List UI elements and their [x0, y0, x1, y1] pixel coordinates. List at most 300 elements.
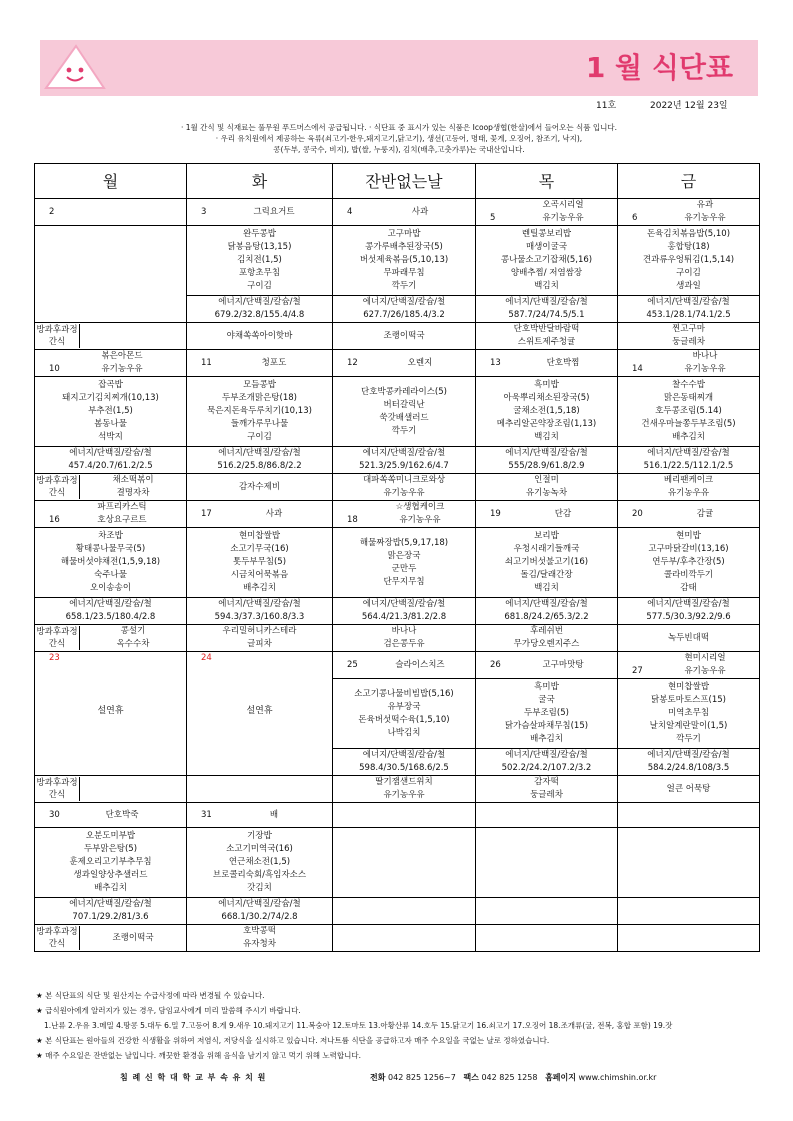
afternoon-snack-cell — [35, 474, 187, 501]
snack-item: 검은콩두유 — [383, 639, 425, 649]
issue-date: 2022년 12월 23일 — [650, 101, 728, 111]
afternoon-snack-cell — [35, 776, 187, 803]
snack-item: 둥글레차 — [672, 337, 705, 347]
nutrition-cell — [618, 447, 760, 474]
afternoon-snack-cell — [476, 323, 618, 350]
dish: 소고기무국(16) — [230, 544, 289, 554]
nutrition-cell — [333, 598, 476, 625]
dish: 보리밥 — [534, 531, 559, 541]
meal-cell — [333, 528, 476, 598]
snack-item: 스위트제주청귤 — [517, 337, 576, 347]
nutrition-label: 에너지/단백질/칼슘/철 — [218, 899, 301, 909]
dish: 버섯제육볶음(5,10,13) — [359, 255, 449, 265]
title-text: 월 식단표 — [615, 51, 733, 84]
snack-label-line: 방과후과정 — [36, 778, 78, 788]
morning-snack: 사과 — [411, 206, 429, 217]
dish: 아욱뿌리채소된장국(5) — [503, 393, 590, 403]
meal-cell — [333, 679, 476, 749]
holiday-label: 설연휴 — [246, 706, 273, 716]
nutrition-cell — [187, 598, 333, 625]
nutrition-label: 에너지/단백질/칼슘/철 — [218, 448, 301, 458]
afternoon-snack-cell — [333, 625, 476, 652]
nutrition-value: 457.4/20.7/61.2/2.5 — [68, 461, 153, 471]
dish: 연근채소전(1,5) — [228, 857, 291, 867]
day-number: 30 — [49, 809, 60, 820]
afternoon-snack-row — [35, 925, 760, 952]
dish: 단무지무침 — [383, 576, 425, 587]
menu-body — [35, 199, 760, 952]
nutrition-value: 658.1/23.5/180.4/2.8 — [65, 612, 156, 622]
meal-cell — [35, 377, 187, 447]
afternoon-snack-cell — [333, 474, 476, 501]
day-number: 20 — [632, 508, 643, 519]
snack-item: 유기농우유 — [667, 488, 710, 498]
footer-line: ★ 급식원아에게 알러지가 있는 경우, 담임교사에게 미리 말씀해 주시기 바랍니다. — [36, 1006, 301, 1015]
footer-line: 1.난류 2.우유 3.메밀 4.땅콩 5.대두 6.밀 7.고등어 8.게 9.새우 10.돼지고기 11.복숭아 12.토마토 13.아황산류 14.호두 15.닭고기 16.쇠고기 17.오징어 18.조개류(굴, 전복, 홍합 포함) 19.잣 — [44, 1021, 673, 1030]
morning-snack: 고구마맛탕 — [542, 659, 584, 670]
nutrition-value: 668.1/30.2/74/2.8 — [221, 912, 298, 922]
afternoon-snack-cell — [476, 925, 618, 952]
nutrition-label: 에너지/단백질/칼슘/철 — [647, 297, 730, 307]
dish: 배추김치 — [243, 583, 276, 593]
snack-item: 바나나 — [391, 626, 417, 636]
footer-line: ★ 매주 수요일은 잔반없는 날입니다. 깨끗한 환경을 위해 음식을 남기지 않고 먹기 위해 노력합니다. — [36, 1051, 362, 1060]
date-cell — [35, 501, 187, 528]
afternoon-snack-cell — [35, 323, 187, 350]
nutrition-label: 에너지/단백질/칼슘/철 — [647, 599, 730, 609]
dish: 배추김치 — [672, 432, 705, 442]
menu-table — [34, 163, 760, 952]
dish: 포항초무침 — [238, 268, 281, 278]
morning-snack: 배 — [269, 809, 279, 820]
dish: 흑미밥 — [534, 380, 559, 390]
dish: 오이송송이 — [89, 583, 132, 593]
snack-cell-wrap — [35, 926, 186, 950]
date-cell — [618, 199, 760, 226]
dish: 닭봉토마토스프(15) — [651, 695, 726, 705]
dish: 콩가루배추된장국(5) — [365, 242, 443, 252]
snack-items — [80, 932, 186, 945]
dish: 잡곡밥 — [98, 380, 123, 390]
dish: 무파래무침 — [383, 268, 425, 278]
morning-snack: 슬라이스치즈 — [395, 659, 445, 670]
nutrition-cell — [333, 296, 476, 323]
date-cell — [333, 350, 476, 377]
dish: 기장밥 — [247, 831, 272, 841]
dish: 깍두기 — [676, 734, 701, 744]
dish: 맑은동태찌개 — [663, 393, 714, 403]
snack-item: 감자수제비 — [238, 481, 281, 492]
snack-label-line: 간식 — [48, 488, 66, 498]
morning-snack: 파프리카스틱 호상요구르트 — [97, 502, 147, 525]
date-cell — [187, 350, 333, 377]
dish: 들깨가루무나물 — [230, 419, 289, 429]
date-row — [35, 652, 760, 679]
dish: 배추김치 — [530, 734, 563, 744]
date-row — [35, 803, 760, 828]
nutrition-label: 에너지/단백질/칼슘/철 — [69, 899, 152, 909]
afternoon-snack-cell — [333, 776, 476, 803]
notice-line: · 우리 유치원에서 제공하는 육류(쇠고기-한우,돼지고기,닭고기), 생선(고등어, 명태, 꽃게, 오징어, 참조기, 낙지), — [215, 134, 583, 143]
morning-snack: 단호박찜 — [546, 357, 580, 368]
afternoon-snack-cell — [187, 625, 333, 652]
meal-cell — [187, 528, 333, 598]
snack-cell-wrap — [35, 474, 186, 500]
dish: 콩나물소고기잡채(5,16) — [500, 255, 593, 265]
month-number: 1 — [585, 51, 606, 84]
dish: 연두부/후추간장(5) — [652, 557, 725, 567]
meal-cell — [333, 226, 476, 296]
nutrition-value: 594.3/37.3/160.8/3.3 — [214, 612, 305, 622]
day-number: 26 — [490, 659, 501, 670]
snack-item: 베리팬케이크 — [663, 475, 714, 485]
dish: 메추리알곤약장조림(1,13) — [496, 419, 597, 429]
dish: 해물버섯야채전(1,5,9,18) — [60, 557, 161, 567]
dish: 흑미밥 — [534, 682, 559, 692]
snack-cell-wrap — [35, 625, 186, 651]
afternoon-snack-cell — [333, 925, 476, 952]
snack-item: 딸기잼샌드위치 — [375, 777, 433, 787]
snack-label — [35, 777, 80, 801]
afternoon-snack-cell — [35, 925, 187, 952]
nutrition-value: 627.7/26/185.4/3.2 — [363, 310, 445, 320]
dish: 완두콩밥 — [243, 229, 276, 239]
dish: 버터갈릭난 — [383, 399, 425, 410]
dish: 시금치어묵볶음 — [230, 570, 289, 580]
dish: 소고기미역국(16) — [226, 844, 293, 854]
fax-value: 042 825 1258 — [481, 1073, 538, 1082]
afternoon-snack-cell — [187, 925, 333, 952]
nutrition-cell — [35, 447, 187, 474]
meal-cell — [35, 226, 187, 323]
day-header: 금 — [618, 164, 760, 199]
nutrition-cell — [618, 898, 760, 925]
afternoon-snack-cell — [618, 323, 760, 350]
nutrition-value: 679.2/32.8/155.4/4.8 — [214, 310, 305, 320]
dish: 구이김 — [676, 268, 701, 278]
holiday-label: 설연휴 — [97, 706, 124, 716]
snack-item: 둥글레차 — [530, 790, 563, 800]
snack-label-line: 방과후과정 — [36, 476, 78, 486]
afternoon-snack-cell — [618, 474, 760, 501]
snack-item: 감자떡 — [534, 777, 559, 787]
dish: 매생이굴국 — [525, 242, 568, 252]
nutrition-value: 516.2/25.8/86.8/2.2 — [217, 461, 302, 471]
dish: 돌김/달래간장 — [520, 570, 573, 580]
dish: 두부조개맑은탕(18) — [222, 393, 297, 403]
dish: 돼지고기김치찌개(10,13) — [62, 393, 159, 403]
nutrition-value: 516.1/22.5/112.1/2.5 — [643, 461, 734, 471]
snack-item: 결명자차 — [116, 488, 150, 498]
afternoon-snack-cell — [618, 625, 760, 652]
day-number: 23 — [49, 653, 60, 663]
nutrition-cell — [187, 898, 333, 925]
nutrition-row — [35, 598, 760, 625]
day-header: 잔반없는날 — [333, 164, 476, 199]
snack-label-line: 방과후과정 — [36, 627, 78, 637]
snack-cell-wrap — [35, 777, 186, 801]
meal-row — [35, 528, 760, 598]
snack-item: 조랭이떡국 — [112, 932, 154, 943]
nutrition-label: 에너지/단백질/칼슘/철 — [362, 448, 446, 458]
snack-cell-wrap — [35, 324, 186, 348]
nutrition-cell — [476, 898, 618, 925]
afternoon-snack-cell — [187, 776, 333, 803]
dish: 석박지 — [98, 432, 123, 442]
day-number: 2 — [49, 206, 55, 217]
snack-item: 호박콩떡 — [243, 926, 276, 936]
contact-info — [370, 1072, 656, 1083]
snack-label-line: 방과후과정 — [36, 927, 78, 937]
snack-label — [35, 475, 80, 499]
dish: 날치알계란말이(1,5) — [649, 721, 728, 731]
dish: 굴채소전(1,5,18) — [513, 406, 580, 416]
snack-label-line: 간식 — [48, 939, 66, 949]
nutrition-label: 에너지/단백질/칼슘/철 — [647, 750, 730, 760]
dish: 백김치 — [534, 432, 559, 442]
date-cell — [476, 199, 618, 226]
morning-snack: 오렌지 — [407, 357, 433, 368]
nutrition-cell — [35, 598, 187, 625]
snack-items — [80, 474, 186, 500]
day-number: 5 — [490, 213, 496, 223]
snack-label-line: 간식 — [48, 790, 66, 800]
nutrition-cell — [618, 749, 760, 776]
afternoon-snack-cell — [476, 474, 618, 501]
day-number: 19 — [490, 508, 501, 519]
date-row — [35, 501, 760, 528]
nutrition-label: 에너지/단백질/칼슘/철 — [218, 297, 301, 307]
dish: 갓김치 — [247, 883, 272, 893]
afternoon-snack-row — [35, 323, 760, 350]
dish: 두부조림(5) — [524, 708, 569, 718]
nutrition-row — [35, 898, 760, 925]
day-number: 18 — [347, 515, 358, 525]
homepage-label: 홈페이지 — [545, 1073, 576, 1082]
nutrition-value: 555/28.9/61.8/2.9 — [508, 461, 585, 471]
snack-item: 글피차 — [247, 639, 272, 649]
morning-snack: 오곡시리얼 유기농우유 — [542, 200, 584, 223]
footer-notes — [36, 988, 766, 1063]
nutrition-value: 577.5/30.3/92.2/9.6 — [646, 612, 731, 622]
dish: 해물짜장밥(5,9,17,18) — [359, 537, 449, 548]
dish: 톳두부무침(5) — [232, 557, 287, 567]
dish: 군만두 — [391, 563, 417, 574]
morning-snack: 현미시리얼 유기농우유 — [684, 653, 726, 676]
day-number: 27 — [632, 666, 643, 676]
nutrition-cell — [187, 296, 333, 323]
school-name: 침 례 신 학 대 학 교 부 속 유 치 원 — [120, 1073, 267, 1082]
dish: 감태 — [680, 583, 697, 593]
dish: 홍합탕(18) — [667, 242, 710, 252]
nutrition-cell — [618, 598, 760, 625]
morning-snack: 유과 유기농우유 — [684, 200, 726, 223]
day-number: 3 — [201, 206, 207, 217]
date-cell — [476, 501, 618, 528]
snack-item: 옥수수차 — [116, 639, 150, 649]
meal-cell — [35, 528, 187, 598]
morning-snack: 단호박죽 — [105, 809, 139, 820]
meal-cell — [187, 226, 333, 296]
date-cell — [35, 199, 187, 226]
date-cell — [618, 501, 760, 528]
dish: 쑥갓배샐러드 — [379, 412, 429, 423]
date-cell — [187, 501, 333, 528]
dish: 양배추찜/ 저염쌈장 — [510, 268, 583, 278]
afternoon-snack-cell — [618, 776, 760, 803]
dish: 찰수수밥 — [672, 380, 705, 390]
snack-item: 유기농녹차 — [525, 488, 568, 498]
dish: 단호박콩카레라이스(5) — [361, 386, 447, 397]
footer-line: ★ 본 식단표는 원아들의 건강한 식생활을 위하여 저염식, 저당식을 실시하고 있습니다. 저나트륨 식단을 공급하고자 매주 수요일을 국없는 날로 정하였습니다. — [36, 1036, 550, 1045]
nutrition-cell — [618, 296, 760, 323]
dish: 백김치 — [534, 583, 559, 593]
snack-item: 유자청차 — [243, 939, 276, 949]
nutrition-label: 에너지/단백질/칼슘/철 — [362, 750, 446, 760]
afternoon-snack-cell — [476, 776, 618, 803]
morning-snack: 사과 — [265, 508, 283, 519]
meal-cell — [35, 828, 187, 898]
snack-label-line: 간식 — [48, 639, 66, 649]
nutrition-label: 에너지/단백질/칼슘/철 — [505, 448, 588, 458]
afternoon-snack-row — [35, 776, 760, 803]
meal-cell — [476, 226, 618, 296]
nutrition-label: 에너지/단백질/칼슘/철 — [218, 599, 301, 609]
nutrition-cell — [333, 898, 476, 925]
day-number: 24 — [201, 653, 212, 663]
meal-cell — [476, 828, 618, 898]
nutrition-label: 에너지/단백질/칼슘/철 — [362, 297, 446, 307]
snack-item: 유기농우유 — [383, 790, 425, 800]
nutrition-value: 584.2/24.8/108/3.5 — [647, 763, 730, 773]
date-cell — [35, 803, 187, 828]
day-number: 10 — [49, 364, 60, 374]
nutrition-label: 에너지/단백질/칼슘/철 — [69, 448, 152, 458]
date-cell — [187, 652, 333, 776]
date-cell — [618, 803, 760, 828]
nutrition-cell — [476, 447, 618, 474]
homepage-link[interactable]: www.chimshin.or.kr — [578, 1073, 657, 1082]
snack-item: 우리밀허니카스테라 — [222, 626, 297, 636]
nutrition-value: 564.4/21.3/81.2/2.8 — [361, 612, 447, 622]
dish: 닭가슴살파채무침(15) — [504, 721, 589, 731]
nutrition-cell — [187, 447, 333, 474]
afternoon-snack-row — [35, 625, 760, 652]
snack-item: 후레쉬번 — [530, 626, 563, 636]
day-number: 16 — [49, 515, 60, 525]
nutrition-cell — [333, 749, 476, 776]
issue-number: 11호 — [596, 101, 617, 111]
date-cell — [618, 350, 760, 377]
meal-cell — [476, 528, 618, 598]
dish: 렌틸콩보리밥 — [521, 229, 572, 239]
date-row — [35, 199, 760, 226]
nutrition-cell — [476, 749, 618, 776]
dish: 묵은지돈육두루치기(10,13) — [207, 406, 312, 416]
day-header-row — [35, 164, 760, 199]
dish: 콜라비깍두기 — [663, 570, 714, 580]
nutrition-cell — [333, 447, 476, 474]
nutrition-value: 521.3/25.9/162.6/4.7 — [359, 461, 449, 471]
tel-label: 전화 — [370, 1073, 386, 1082]
snack-item: 대파쏙쏙미니크로와상 — [362, 475, 446, 485]
morning-snack: 청포도 — [261, 357, 287, 368]
dish: 부추전(1,5) — [88, 406, 133, 416]
snack-label — [35, 626, 80, 650]
afternoon-snack-cell — [476, 625, 618, 652]
snack-item: 찐고구마 — [672, 324, 705, 334]
dish: 현미밥 — [676, 531, 701, 541]
morning-snack: 바나나 유기농우유 — [684, 351, 726, 374]
nutrition-value: 707.1/29.2/81/3.6 — [72, 912, 149, 922]
nutrition-value: 453.1/28.1/74.1/2.5 — [646, 310, 731, 320]
notice-line: 콩(두부, 콩국수, 비지), 밥(쌀, 누룽지), 김치(배추,고춧가루)는 국내산입니다. — [273, 145, 525, 154]
notice — [40, 122, 758, 155]
dish: 깍두기 — [391, 281, 417, 291]
afternoon-snack-cell — [35, 625, 187, 652]
snack-item: 무가당오렌지주스 — [513, 639, 580, 649]
day-number: 13 — [490, 357, 501, 368]
date-cell — [35, 350, 187, 377]
nutrition-label: 에너지/단백질/칼슘/철 — [362, 599, 446, 609]
meal-cell — [187, 828, 333, 898]
afternoon-snack-cell — [618, 925, 760, 952]
snack-items — [80, 625, 186, 651]
nutrition-label: 에너지/단백질/칼슘/철 — [69, 599, 152, 609]
dish: 백김치 — [534, 281, 559, 291]
day-number: 4 — [347, 206, 353, 217]
dish: 모듬콩밥 — [243, 380, 276, 390]
dish: 견과류우엉튀김(1,5,14) — [642, 255, 735, 265]
snack-label-line: 방과후과정 — [36, 325, 78, 335]
dish: 고구마밥 — [387, 229, 421, 239]
snack-label — [35, 324, 80, 348]
day-number: 6 — [632, 213, 638, 223]
page-title — [586, 46, 733, 86]
snack-item: 얼큰 어묵탕 — [666, 783, 711, 794]
date-cell — [476, 652, 618, 679]
day-header: 화 — [187, 164, 333, 199]
date-cell — [35, 652, 187, 776]
snack-item: 유기농우유 — [383, 488, 425, 498]
snack-item: 야채쏙쏙아이핫바 — [226, 330, 293, 341]
nutrition-label: 에너지/단백질/칼슘/철 — [505, 750, 588, 760]
snack-item: 콩설기 — [120, 626, 146, 636]
dish: 생과일양상추샐러드 — [73, 870, 148, 880]
morning-snack: 볶은아몬드 유기농우유 — [101, 351, 143, 374]
day-header: 월 — [35, 164, 187, 199]
dish: 소고기콩나물비빔밥(5,16) — [354, 688, 454, 699]
snack-label — [35, 926, 80, 950]
footer-line: ★ 본 식단표의 식단 및 원산지는 수급사정에 따라 변경될 수 있습니다. — [36, 991, 265, 1000]
dish: 건새우마늘쫑두부조림(5) — [641, 419, 736, 429]
dish: 유부장국 — [387, 701, 421, 712]
snack-item: 인절미 — [534, 475, 559, 485]
dish: 닭봉음탕(13,15) — [227, 242, 292, 252]
date-cell — [187, 199, 333, 226]
afternoon-snack-cell — [187, 474, 333, 501]
nutrition-row — [35, 447, 760, 474]
nutrition-value: 598.4/30.5/168.6/2.5 — [359, 763, 449, 773]
dish: 굴국 — [538, 695, 555, 705]
date-cell — [187, 803, 333, 828]
nutrition-label: 에너지/단백질/칼슘/철 — [505, 599, 588, 609]
morning-snack: 단감 — [554, 508, 572, 519]
dish: 차조밥 — [98, 531, 123, 541]
dish: 현미찹쌀밥 — [667, 682, 710, 692]
afternoon-snack-cell — [187, 323, 333, 350]
day-number: 12 — [347, 357, 358, 368]
